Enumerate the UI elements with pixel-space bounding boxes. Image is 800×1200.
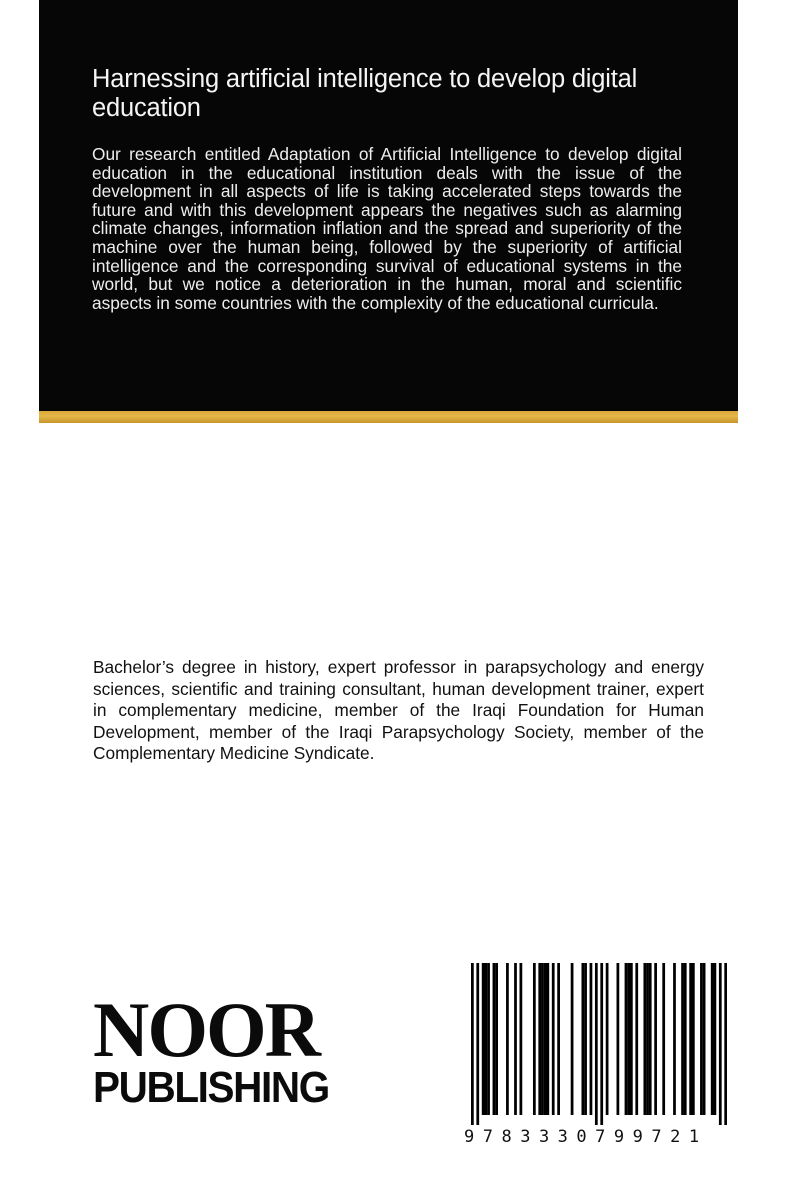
barcode-bar — [506, 963, 509, 1115]
barcode-bar — [595, 963, 598, 1125]
barcode-bar — [643, 963, 646, 1115]
publisher-logo-noor: NOOR — [93, 986, 319, 1073]
barcode-bar — [635, 963, 638, 1115]
barcode-bar — [625, 963, 628, 1115]
barcode-bar — [520, 963, 523, 1115]
barcode-bar — [689, 963, 692, 1115]
author-bio: Bachelor’s degree in history, expert professor in parapsychology and energy sciences, scientific and training consultant, human development trainer, expert in complementary medicine, member of the Iraqi Foundation for Human Development, member of the Iraqi Parapsychology Society, member of the Complementary Medicine Syndicate. — [93, 657, 704, 763]
barcode-bar — [493, 963, 496, 1115]
barcode-bar — [649, 963, 652, 1115]
barcode-bar — [584, 963, 587, 1115]
barcode-bar — [703, 963, 706, 1115]
barcode-bar — [684, 963, 687, 1115]
publisher-logo-publishing: PUBLISHING — [93, 1063, 329, 1112]
barcode-bar — [692, 963, 695, 1115]
barcode-bar — [600, 963, 603, 1125]
barcode-bar — [514, 963, 517, 1115]
book-abstract: Our research entitled Adaptation of Artificial Intelligence to develop digital education in the educational institution deals with the issue of the development in all aspects of life is taking accelerated steps towards the future and with this development appears the negatives such as alarming climate changes, information inflation and the spread and superiority of the machine over the human being, followed by the superiority of artificial intelligence and the corresponding survival of educational systems in the world, but we notice a deterioration in the human, moral and scientific aspects in some countries with the complexity of the educational curricula. — [92, 144, 682, 313]
publisher-logo — [93, 986, 343, 1112]
barcode-bar — [711, 963, 714, 1115]
barcode-bar — [538, 963, 541, 1115]
barcode-bar — [700, 963, 703, 1115]
barcode-bar — [606, 963, 609, 1115]
book-title: Harnessing artificial intelligence to develop digital education — [92, 65, 638, 122]
barcode-bar — [714, 963, 717, 1115]
barcode-bar — [673, 963, 676, 1115]
barcode-bars — [471, 963, 727, 1125]
barcode-bar — [719, 963, 722, 1125]
barcode-bar — [495, 963, 498, 1115]
isbn-digits: 9783330799721 — [464, 1127, 708, 1147]
barcode-bar — [654, 963, 657, 1115]
barcode-bar — [646, 963, 649, 1115]
barcode-bar — [484, 963, 487, 1115]
barcode-bar — [627, 963, 630, 1115]
abstract-panel — [39, 0, 738, 411]
barcode-bar — [662, 963, 665, 1115]
barcode-bar — [544, 963, 547, 1115]
isbn-barcode — [456, 955, 742, 1155]
barcode-bar — [630, 963, 633, 1115]
barcode-bar — [476, 963, 479, 1125]
gold-accent-strip — [39, 411, 738, 423]
barcode-bar — [546, 963, 549, 1115]
barcode-bar — [552, 963, 555, 1115]
barcode-bar — [581, 963, 584, 1115]
barcode-bar — [557, 963, 560, 1115]
barcode-bar — [724, 963, 727, 1125]
barcode-bar — [471, 963, 474, 1125]
barcode-bar — [681, 963, 684, 1115]
barcode-bar — [482, 963, 485, 1115]
barcode-bar — [590, 963, 593, 1115]
barcode-bar — [541, 963, 544, 1115]
barcode-bar — [533, 963, 536, 1115]
barcode-bar — [487, 963, 490, 1115]
barcode-bar — [617, 963, 620, 1115]
barcode-bar — [571, 963, 574, 1115]
